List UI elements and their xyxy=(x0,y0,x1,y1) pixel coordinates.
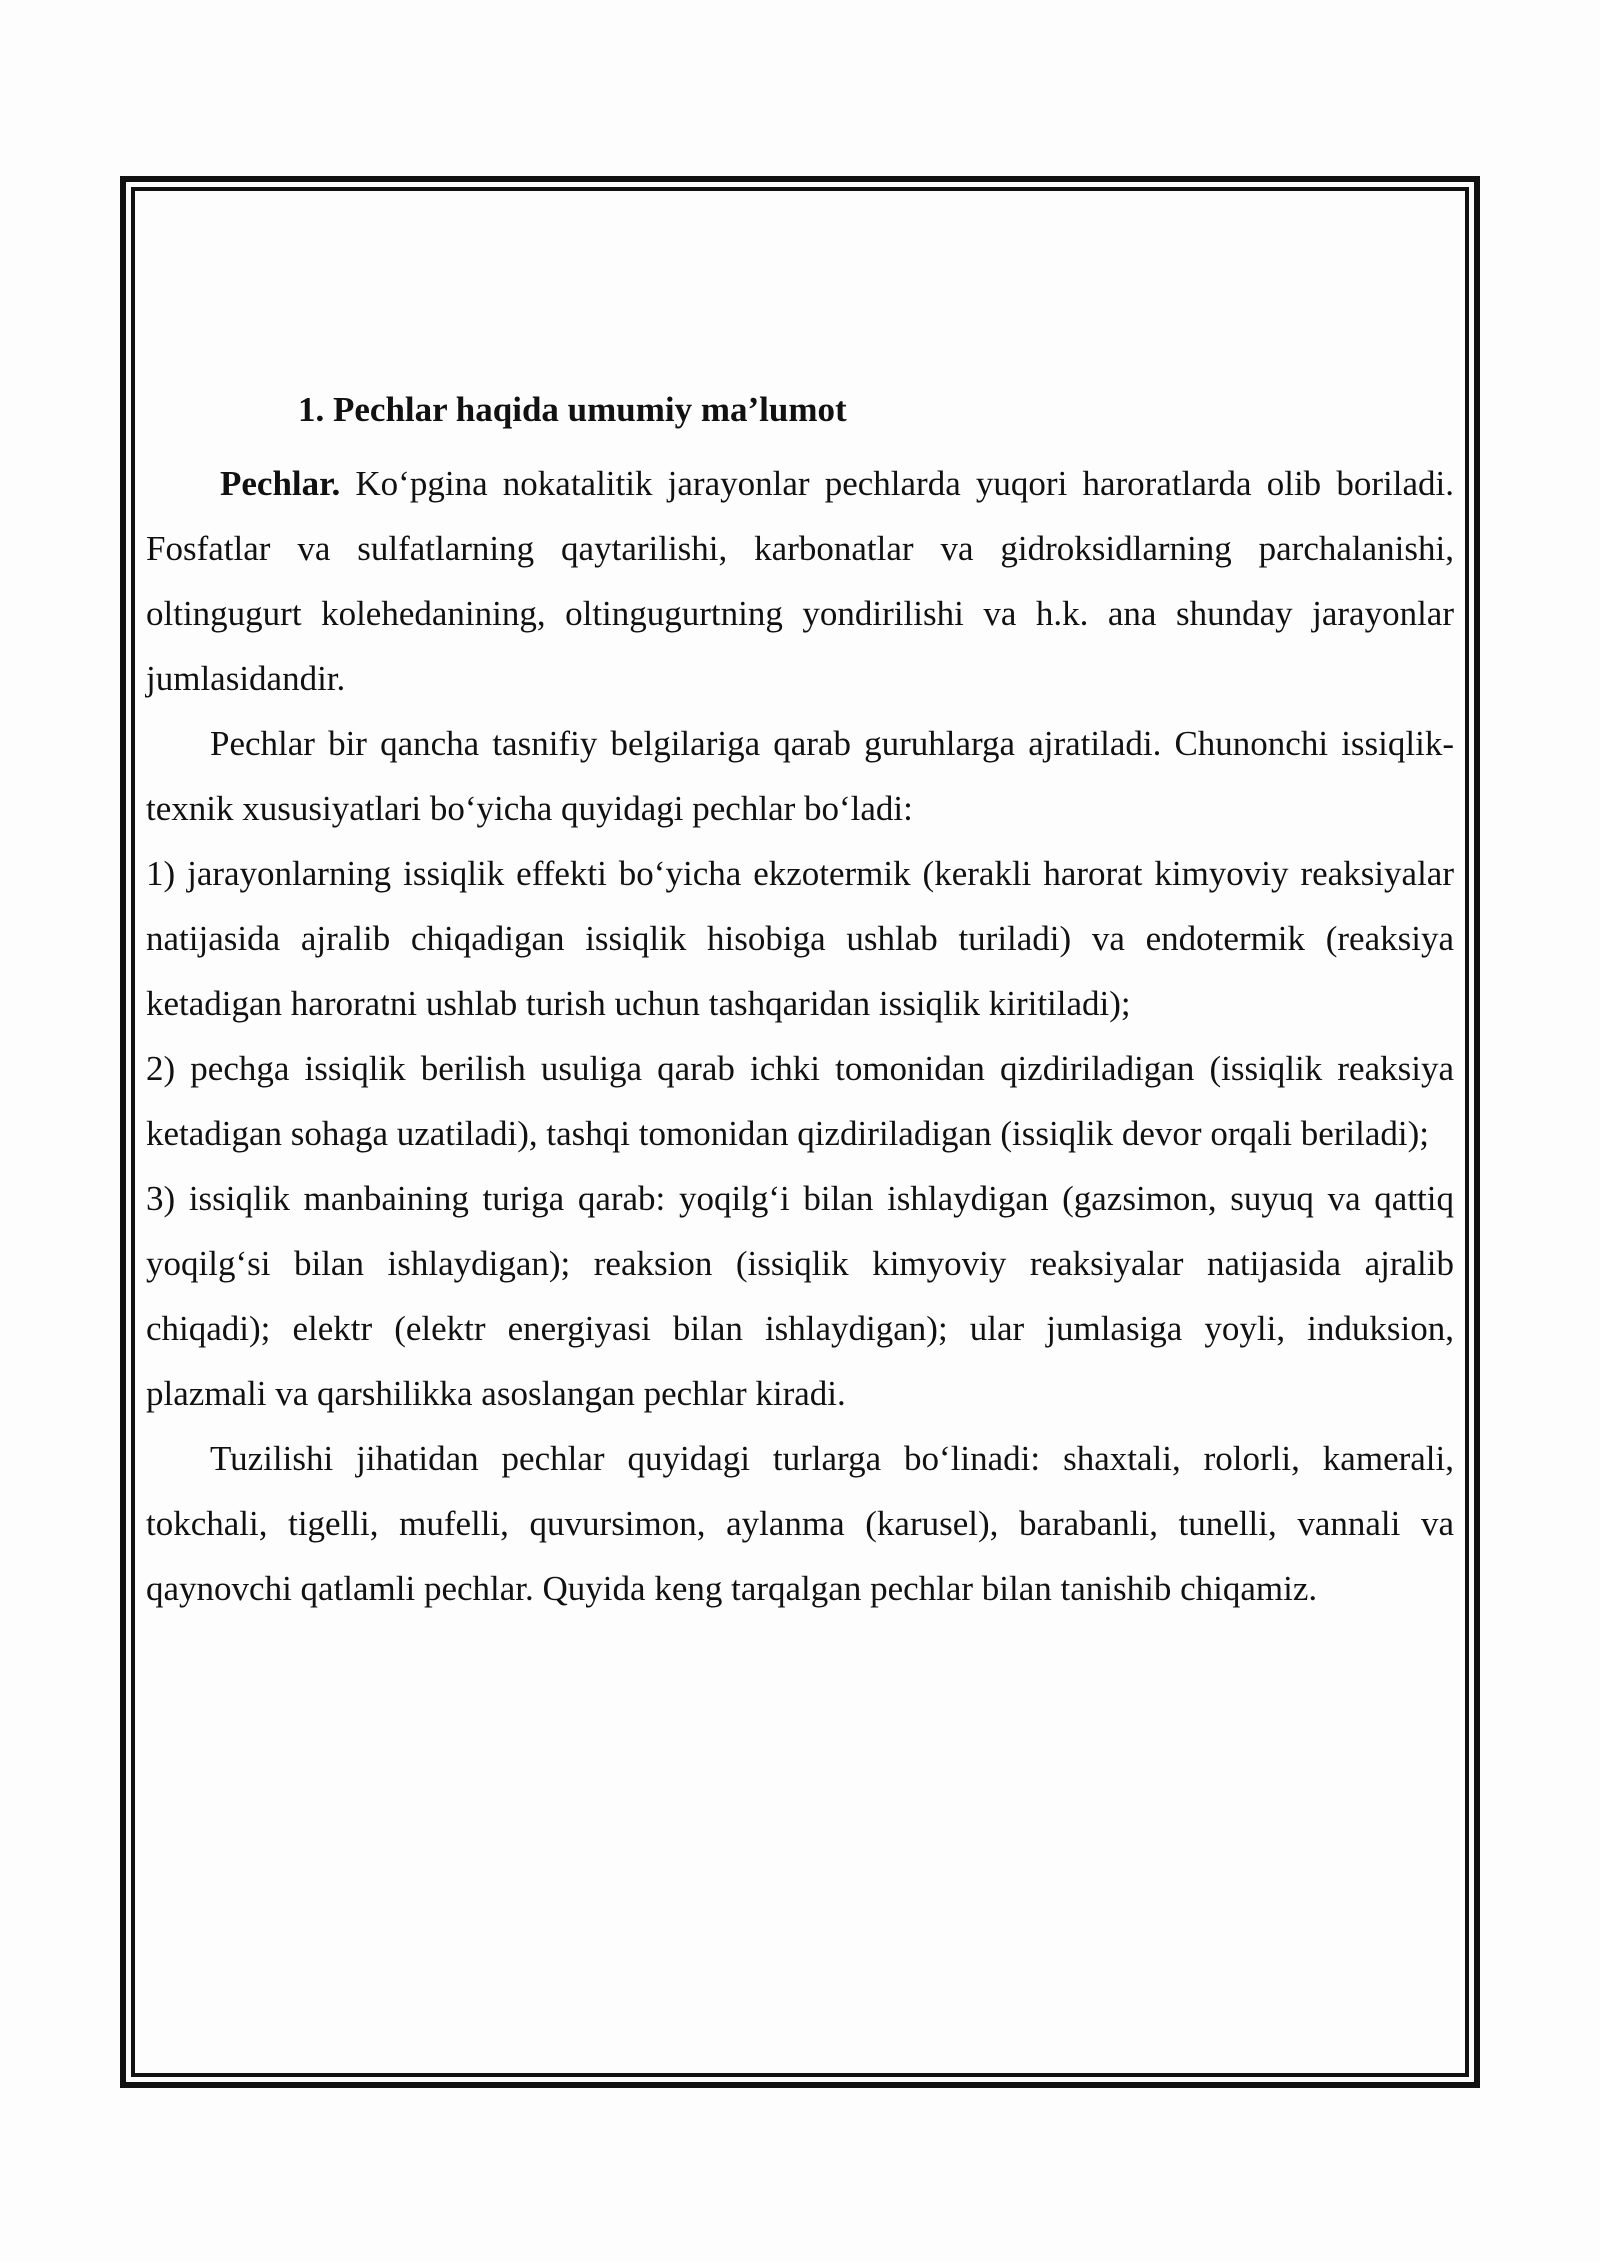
list-item-3: 3) issiqlik manbaining turiga qarab: yoqilg‘i bilan ishlaydigan (gazsimon, suyuq va qattiq yoqilg‘si bilan ishlaydigan); reaksion (issiqlik kimyoviy reaksiyalar natijasida ajralib chiqadi); elektr (elektr energiyasi bilan ishlaydigan); ular jumlasiga yoyli, induksion, plazmali va qarshilikka asoslangan pechlar kiradi. xyxy=(146,1179,1454,1413)
intro-lead-term: Pechlar. xyxy=(220,464,341,503)
document-body xyxy=(146,386,1454,1621)
section-heading: 1. Pechlar haqida umumiy ma’lumot xyxy=(298,390,847,429)
list-item-2: 2) pechga issiqlik berilish usuliga qarab ichki tomonidan qizdiriladigan (issiqlik reaksiya ketadigan sohaga uzatiladi), tashqi tomonidan qizdiriladigan (issiqlik devor orqali beriladi); xyxy=(146,1049,1454,1153)
intro-text: Ko‘pgina nokatalitik jarayonlar pechlarda yuqori haroratlarda olib boriladi. Fosfatlar va sulfatlarning qaytarilishi, karbonatlar va gidroksidlarning parchalanishi, oltingugurt kolehedanining, oltingugurtning yondirilishi va h.k. ana shunday jarayonlar jumlasidandir. xyxy=(146,464,1454,698)
intro-paragraph xyxy=(146,451,1454,711)
classification-paragraph: Pechlar bir qancha tasnifiy belgilariga qarab guruhlarga ajratiladi. Chunonchi issiqlik-texnik xususiyatlari bo‘yicha quyidagi pechlar bo‘ladi: xyxy=(146,724,1454,828)
structure-paragraph: Tuzilishi jihatidan pechlar quyidagi turlarga bo‘linadi: shaxtali, rolorli, kamerali, tokchali, tigelli, mufelli, quvursimon, aylanma (karusel), barabanli, tunelli, vannali va qaynovchi qatlamli pechlar. Quyida keng tarqalgan pechlar bilan tanishib chiqamiz. xyxy=(146,1439,1454,1608)
list-item-1: 1) jarayonlarning issiqlik effekti bo‘yicha ekzotermik (kerakli harorat kimyoviy reaksiyalar natijasida ajralib chiqadigan issiqlik hisobiga ushlab turiladi) va endotermik (reaksiya ketadigan haroratni ushlab turish uchun tashqaridan issiqlik kiritiladi); xyxy=(146,854,1454,1023)
